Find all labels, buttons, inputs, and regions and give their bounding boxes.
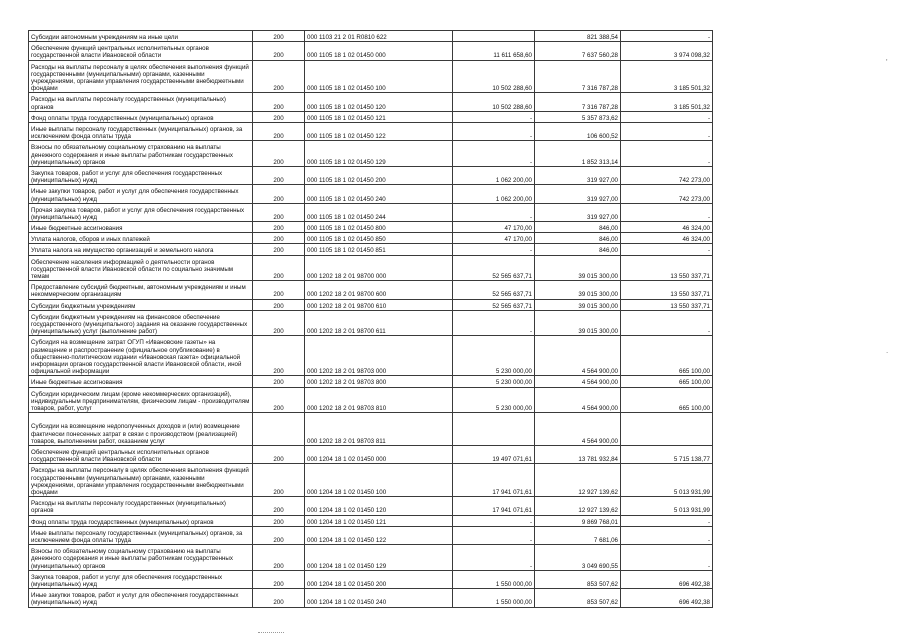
row-name-cell: Расходы на выплаты персоналу в целях обеспечения выполнения функций государственными (муниципальными) органами, казенными учреждениями, органами управления государственными внебюджетными фондами (29, 464, 253, 497)
row-name-cell: Фонд оплаты труда государственных (муниципальных) органов (29, 111, 253, 122)
row-code-cell: 200 (253, 464, 305, 497)
row-code-cell: 200 (253, 42, 305, 60)
row-kbk-cell: 000 1202 18 2 01 98703 800 (305, 376, 453, 387)
row-unexecuted-cell: 46 324,00 (621, 233, 713, 244)
row-code-cell: 200 (253, 336, 305, 376)
row-name-cell: Иные закупки товаров, работ и услуг для обеспечения государственных (муниципальных) нужд (29, 185, 253, 203)
row-approved-cell: 5 230 000,00 (453, 336, 535, 376)
row-kbk-cell: 000 1204 18 1 02 01450 129 (305, 545, 453, 571)
scan-mark: ' (886, 58, 888, 67)
table-row (29, 122, 713, 140)
table-row (29, 570, 713, 588)
row-name-cell: Расходы на выплаты персоналу в целях обеспечения выполнения функций государственными (муниципальными) органами, казенными учреждениями, органами управления государственными внебюджетными фондами (29, 60, 253, 93)
row-approved-cell: 52 565 637,71 (453, 255, 535, 281)
table-row (29, 244, 713, 255)
row-executed-cell: 39 015 300,00 (535, 299, 621, 310)
row-unexecuted-cell: 5 013 931,99 (621, 497, 713, 515)
row-kbk-cell: 000 1204 18 1 02 01450 000 (305, 446, 453, 464)
row-unexecuted-cell: 3 974 098,32 (621, 42, 713, 60)
row-executed-cell: 106 600,52 (535, 122, 621, 140)
row-executed-cell: 13 781 932,84 (535, 446, 621, 464)
table-row (29, 42, 713, 60)
row-kbk-cell: 000 1202 18 2 01 98700 600 (305, 281, 453, 299)
row-code-cell: 200 (253, 281, 305, 299)
row-unexecuted-cell (621, 413, 713, 446)
row-approved-cell (453, 413, 535, 446)
row-approved-cell: - (453, 122, 535, 140)
table-row (29, 93, 713, 111)
row-approved-cell: - (453, 526, 535, 544)
row-unexecuted-cell: 13 550 337,71 (621, 281, 713, 299)
row-approved-cell: - (453, 310, 535, 336)
row-name-cell: Иные выплаты персоналу государственных (муниципальных) органов, за исключением фонда оплаты труда (29, 122, 253, 140)
table-body (29, 31, 713, 608)
row-executed-cell: 7 681,06 (535, 526, 621, 544)
table-row (29, 299, 713, 310)
row-approved-cell: 47 170,00 (453, 222, 535, 233)
row-kbk-cell: 000 1105 18 1 02 01450 851 (305, 244, 453, 255)
table-row (29, 446, 713, 464)
table-row (29, 515, 713, 526)
row-unexecuted-cell: 3 185 501,32 (621, 60, 713, 93)
row-approved-cell: - (453, 203, 535, 221)
row-name-cell: Расходы на выплаты персоналу государственных (муниципальных) органов (29, 93, 253, 111)
row-code-cell: 200 (253, 545, 305, 571)
row-approved-cell: 5 230 000,00 (453, 376, 535, 387)
row-executed-cell: 12 927 139,62 (535, 464, 621, 497)
row-approved-cell: 19 497 071,61 (453, 446, 535, 464)
row-kbk-cell: 000 1202 18 2 01 98703 000 (305, 336, 453, 376)
row-code-cell: 200 (253, 166, 305, 184)
row-approved-cell: - (453, 515, 535, 526)
row-name-cell: Иные выплаты персоналу государственных (муниципальных) органов, за исключением фонда оплаты труда (29, 526, 253, 544)
row-unexecuted-cell: 46 324,00 (621, 222, 713, 233)
row-code-cell: 200 (253, 515, 305, 526)
row-unexecuted-cell: 696 492,38 (621, 589, 713, 607)
row-name-cell: Обеспечение населения информацией о деятельности органов государственной власти Ивановской области по социально значимым темам (29, 255, 253, 281)
table-row (29, 497, 713, 515)
row-executed-cell: 853 507,62 (535, 589, 621, 607)
scan-artifact (258, 632, 284, 635)
row-name-cell: Иные бюджетные ассигнования (29, 222, 253, 233)
row-unexecuted-cell: - (621, 526, 713, 544)
row-code-cell: 200 (253, 60, 305, 93)
table-row (29, 310, 713, 336)
row-executed-cell: 319 927,00 (535, 203, 621, 221)
row-approved-cell: 1 550 000,00 (453, 589, 535, 607)
row-name-cell: Обеспечение функций центральных исполнительных органов государственной власти Ивановской области (29, 42, 253, 60)
row-name-cell: Закупка товаров, работ и услуг для обеспечения государственных (муниципальных) нужд (29, 570, 253, 588)
table-row (29, 222, 713, 233)
row-kbk-cell: 000 1204 18 1 02 01450 200 (305, 570, 453, 588)
row-unexecuted-cell: - (621, 545, 713, 571)
row-kbk-cell: 000 1202 18 2 01 98700 610 (305, 299, 453, 310)
row-approved-cell: 1 062 200,00 (453, 166, 535, 184)
table-row (29, 589, 713, 607)
row-approved-cell: - (453, 111, 535, 122)
row-executed-cell: 7 637 560,28 (535, 42, 621, 60)
row-code-cell: 200 (253, 122, 305, 140)
row-name-cell: Предоставление субсидий бюджетным, автономным учреждениям и иным некоммерческим организациям (29, 281, 253, 299)
row-unexecuted-cell: 665 100,00 (621, 387, 713, 413)
row-executed-cell: 846,00 (535, 233, 621, 244)
row-approved-cell: - (453, 244, 535, 255)
row-executed-cell: 846,00 (535, 244, 621, 255)
row-unexecuted-cell: - (621, 310, 713, 336)
table-row (29, 203, 713, 221)
row-kbk-cell: 000 1105 18 1 02 01450 122 (305, 122, 453, 140)
row-executed-cell: 39 015 300,00 (535, 310, 621, 336)
row-code-cell: 200 (253, 526, 305, 544)
row-approved-cell: 1 550 000,00 (453, 570, 535, 588)
row-unexecuted-cell: 13 550 337,71 (621, 255, 713, 281)
row-executed-cell: 853 507,62 (535, 570, 621, 588)
row-kbk-cell: 000 1204 18 1 02 01450 122 (305, 526, 453, 544)
row-executed-cell: 4 564 900,00 (535, 413, 621, 446)
row-name-cell: Иные бюджетные ассигнования (29, 376, 253, 387)
row-executed-cell: 7 316 787,28 (535, 60, 621, 93)
row-name-cell: Субсидия на возмещение затрат ОГУП «Ивановские газеты» на размещение и распространение (официальное опубликование) в общественно-политическом издании «Ивановская газета» официальной информации органов государственной власти Ивановской области, иной официальной информации (29, 336, 253, 376)
row-unexecuted-cell: - (621, 141, 713, 167)
row-approved-cell: 52 565 637,71 (453, 299, 535, 310)
table-row (29, 281, 713, 299)
row-approved-cell: 52 565 637,71 (453, 281, 535, 299)
budget-execution-table (28, 30, 713, 608)
row-executed-cell: 39 015 300,00 (535, 281, 621, 299)
row-unexecuted-cell: - (621, 122, 713, 140)
row-approved-cell: 11 611 658,60 (453, 42, 535, 60)
row-executed-cell: 1 852 313,14 (535, 141, 621, 167)
row-approved-cell: 47 170,00 (453, 233, 535, 244)
row-kbk-cell: 000 1202 18 2 01 98700 611 (305, 310, 453, 336)
row-name-cell: Фонд оплаты труда государственных (муниципальных) органов (29, 515, 253, 526)
row-kbk-cell: 000 1105 18 1 02 01450 120 (305, 93, 453, 111)
row-approved-cell: 5 230 000,00 (453, 387, 535, 413)
row-code-cell: 200 (253, 222, 305, 233)
row-code-cell: 200 (253, 589, 305, 607)
row-kbk-cell: 000 1105 18 1 02 01450 100 (305, 60, 453, 93)
row-name-cell: Субсидии бюджетным учреждениям на финансовое обеспечение государственного (муниципального) задания на оказание государственных (муниципальных) услуг (выполнение работ) (29, 310, 253, 336)
row-code-cell: 200 (253, 93, 305, 111)
row-code-cell: 200 (253, 185, 305, 203)
row-executed-cell: 5 357 873,62 (535, 111, 621, 122)
row-code-cell: 200 (253, 446, 305, 464)
row-unexecuted-cell: 13 550 337,71 (621, 299, 713, 310)
row-name-cell: Закупка товаров, работ и услуг для обеспечения государственных (муниципальных) нужд (29, 166, 253, 184)
row-code-cell: 200 (253, 233, 305, 244)
row-approved-cell: - (453, 545, 535, 571)
row-name-cell: Субсидии бюджетным учреждениям (29, 299, 253, 310)
row-code-cell: 200 (253, 203, 305, 221)
row-name-cell: Взносы по обязательному социальному страхованию на выплаты денежного содержания и иные выплаты работникам государственных (муниципальных) органов (29, 545, 253, 571)
row-approved-cell: 10 502 288,60 (453, 93, 535, 111)
row-unexecuted-cell: - (621, 244, 713, 255)
row-unexecuted-cell: 665 100,00 (621, 336, 713, 376)
row-unexecuted-cell: - (621, 515, 713, 526)
row-kbk-cell: 000 1105 18 1 02 01450 800 (305, 222, 453, 233)
row-kbk-cell: 000 1105 18 1 02 01450 240 (305, 185, 453, 203)
row-code-cell: 200 (253, 141, 305, 167)
row-code-cell: 200 (253, 255, 305, 281)
table-row (29, 413, 713, 446)
row-kbk-cell: 000 1204 18 1 02 01450 240 (305, 589, 453, 607)
row-unexecuted-cell: 742 273,00 (621, 185, 713, 203)
table-row (29, 111, 713, 122)
row-executed-cell: 12 927 139,62 (535, 497, 621, 515)
row-executed-cell: 4 564 900,00 (535, 376, 621, 387)
row-executed-cell: 9 869 768,01 (535, 515, 621, 526)
row-executed-cell: 319 927,00 (535, 166, 621, 184)
row-name-cell: Уплата налогов, сборов и иных платежей (29, 233, 253, 244)
row-kbk-cell: 000 1105 18 1 02 01450 850 (305, 233, 453, 244)
row-name-cell: Прочая закупка товаров, работ и услуг для обеспечения государственных (муниципальных) нужд (29, 203, 253, 221)
table-row (29, 376, 713, 387)
table-row (29, 31, 713, 42)
row-unexecuted-cell: - (621, 111, 713, 122)
row-name-cell: Взносы по обязательному социальному страхованию на выплаты денежного содержания и иные выплаты работникам государственных (муниципальных) органов (29, 141, 253, 167)
row-approved-cell: 17 941 071,61 (453, 464, 535, 497)
row-kbk-cell: 000 1103 21 2 01 R0810 622 (305, 31, 453, 42)
row-unexecuted-cell: 3 185 501,32 (621, 93, 713, 111)
table-row (29, 185, 713, 203)
table-row (29, 387, 713, 413)
row-kbk-cell: 000 1202 18 2 01 98703 810 (305, 387, 453, 413)
row-code-cell: 200 (253, 111, 305, 122)
row-kbk-cell: 000 1202 18 2 01 98700 000 (305, 255, 453, 281)
row-code-cell: 200 (253, 31, 305, 42)
table-row (29, 141, 713, 167)
row-unexecuted-cell: 5 715 138,77 (621, 446, 713, 464)
row-code-cell: 200 (253, 497, 305, 515)
row-executed-cell: 821 388,54 (535, 31, 621, 42)
table-row (29, 60, 713, 93)
row-approved-cell: - (453, 141, 535, 167)
row-kbk-cell: 000 1204 18 1 02 01450 100 (305, 464, 453, 497)
row-kbk-cell: 000 1105 18 1 02 01450 000 (305, 42, 453, 60)
row-code-cell: 200 (253, 244, 305, 255)
row-name-cell: Субсидии на возмещение недополученных доходов и (или) возмещение фактически понесенных затрат в связи с производством (реализацией) товаров, выполнением работ, оказанием услуг (29, 413, 253, 446)
row-executed-cell: 39 015 300,00 (535, 255, 621, 281)
row-kbk-cell: 000 1105 18 1 02 01450 200 (305, 166, 453, 184)
table-row (29, 255, 713, 281)
row-unexecuted-cell: - (621, 31, 713, 42)
row-kbk-cell: 000 1105 18 1 02 01450 121 (305, 111, 453, 122)
row-name-cell: Субсидии автономным учреждениям на иные цели (29, 31, 253, 42)
row-kbk-cell: 000 1105 18 1 02 01450 244 (305, 203, 453, 221)
row-code-cell: 200 (253, 376, 305, 387)
row-code-cell: 200 (253, 387, 305, 413)
row-approved-cell: 17 941 071,61 (453, 497, 535, 515)
row-executed-cell: 319 927,00 (535, 185, 621, 203)
row-unexecuted-cell: 742 273,00 (621, 166, 713, 184)
row-code-cell: 200 (253, 299, 305, 310)
row-name-cell: Обеспечение функций центральных исполнительных органов государственной власти Ивановской области (29, 446, 253, 464)
table-row (29, 336, 713, 376)
row-executed-cell: 4 564 900,00 (535, 336, 621, 376)
row-executed-cell: 3 049 690,55 (535, 545, 621, 571)
row-unexecuted-cell: 696 492,38 (621, 570, 713, 588)
row-executed-cell: 846,00 (535, 222, 621, 233)
row-kbk-cell: 000 1202 18 2 01 98703 811 (305, 413, 453, 446)
table-row (29, 526, 713, 544)
row-kbk-cell: 000 1105 18 1 02 01450 129 (305, 141, 453, 167)
row-unexecuted-cell: - (621, 203, 713, 221)
row-executed-cell: 7 316 787,28 (535, 93, 621, 111)
row-name-cell: Субсидии юридическим лицам (кроме некоммерческих организаций), индивидуальным предпринимателям, физическим лицам - производителям товаров, работ, услуг (29, 387, 253, 413)
row-code-cell: 200 (253, 310, 305, 336)
row-code-cell: 200 (253, 570, 305, 588)
table-row (29, 233, 713, 244)
row-executed-cell: 4 564 900,00 (535, 387, 621, 413)
row-name-cell: Уплата налога на имущество организаций и земельного налога (29, 244, 253, 255)
scan-mark: . (886, 346, 889, 355)
table-row (29, 166, 713, 184)
row-approved-cell: 10 502 288,60 (453, 60, 535, 93)
row-unexecuted-cell: 665 100,00 (621, 376, 713, 387)
row-kbk-cell: 000 1204 18 1 02 01450 120 (305, 497, 453, 515)
row-unexecuted-cell: 5 013 931,99 (621, 464, 713, 497)
row-name-cell: Иные закупки товаров, работ и услуг для обеспечения государственных (муниципальных) нужд (29, 589, 253, 607)
row-name-cell: Расходы на выплаты персоналу государственных (муниципальных) органов (29, 497, 253, 515)
row-code-cell (253, 413, 305, 446)
row-approved-cell (453, 31, 535, 42)
table-row (29, 545, 713, 571)
row-approved-cell: 1 062 200,00 (453, 185, 535, 203)
table-row (29, 464, 713, 497)
row-kbk-cell: 000 1204 18 1 02 01450 121 (305, 515, 453, 526)
